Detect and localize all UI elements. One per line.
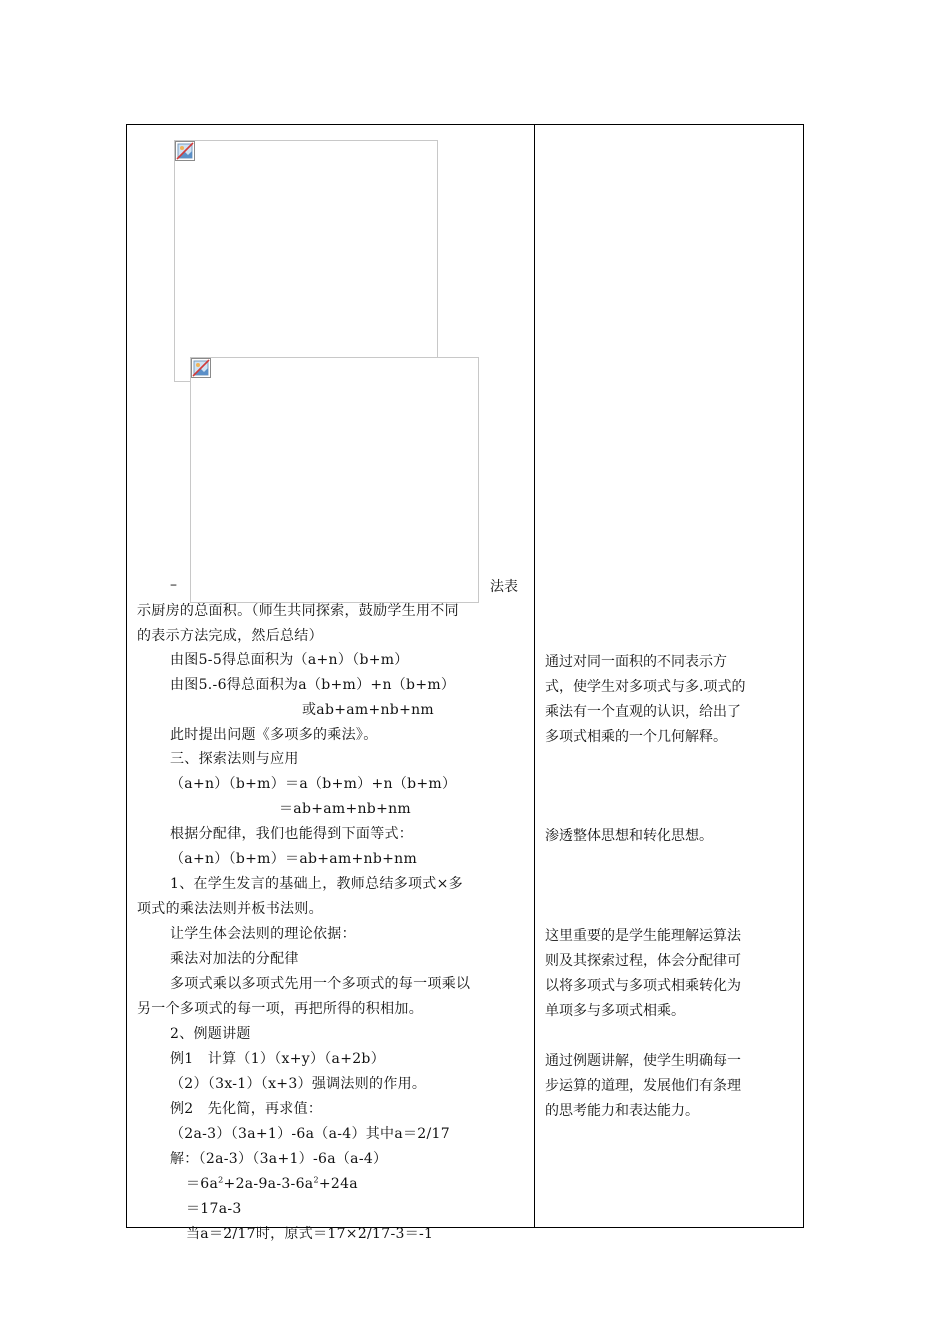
note-line: 以将多项式与多项式相乘转化为 bbox=[545, 978, 741, 994]
area-intro-line: 示厨房的总面积。（师生共同探索，鼓励学生用不同 bbox=[137, 603, 459, 619]
equation-line-1: （a+n）（b+m）＝a（b+m）+n（b+m） bbox=[170, 776, 457, 792]
note-line: 的思考能力和表达能力。 bbox=[545, 1103, 699, 1119]
equation-line-2: ＝ab+am+nb+nm bbox=[279, 801, 411, 817]
kitchen-figure-5-5 bbox=[174, 140, 438, 382]
note-line: 通过例题讲解，使学生明确每一 bbox=[545, 1053, 741, 1069]
solution-part-1: ＝6a bbox=[186, 1176, 219, 1192]
examples-heading: 2、例题讲题 bbox=[170, 1026, 251, 1042]
equation-line-3: （a+n）（b+m）＝ab+am+nb+nm bbox=[170, 851, 418, 867]
solution-part-2: +2a-9a-3-6a bbox=[223, 1176, 314, 1192]
note-geometric-interpretation bbox=[545, 650, 797, 750]
alt-expansion-line: 或ab+am+nb+nm bbox=[302, 702, 434, 718]
text-fragment-right: 法表 bbox=[490, 579, 518, 595]
solution-line-3: ＝17a-3 bbox=[186, 1201, 242, 1217]
law-line: 乘法对加法的分配律 bbox=[170, 951, 299, 967]
solution-line-1: 解：（2a-3）（3a+1）-6a（a-4） bbox=[170, 1151, 388, 1167]
fig55-line: 由图5-5得总面积为（a+n）（b+m） bbox=[170, 652, 409, 668]
note-line: 单项多与多项式相乘。 bbox=[545, 1003, 685, 1019]
solution-part-3: +24a bbox=[318, 1176, 358, 1192]
definition-line-b: 另一个多项式的每一项，再把所得的积相加。 bbox=[137, 1001, 423, 1017]
example-1-line: 例1 计算（1）（x+y）（a+2b） bbox=[170, 1051, 385, 1067]
note-line: 乘法有一个直观的认识，给出了 bbox=[545, 704, 741, 720]
raise-problem-line: 此时提出问题《多项多的乘法》。 bbox=[170, 727, 378, 743]
note-line: 通过对同一面积的不同表示方 bbox=[545, 654, 727, 670]
note-line: 这里重要的是学生能理解运算法 bbox=[545, 928, 741, 944]
distributive-line: 根据分配律，我们也能得到下面等式： bbox=[170, 826, 414, 842]
superscript: 2 bbox=[313, 1175, 319, 1185]
text-fragment-dash: – bbox=[170, 577, 177, 593]
example-1b-line: （2）（3x-1）（x+3）强调法则的作用。 bbox=[170, 1076, 427, 1092]
definition-line-a: 多项式乘以多项式先用一个多项式的每一项乘以 bbox=[170, 976, 471, 992]
superscript: 2 bbox=[218, 1175, 224, 1185]
note-line: 多项式相乘的一个几何解释。 bbox=[545, 729, 727, 745]
methods-line: 的表示方法完成，然后总结） bbox=[137, 628, 323, 644]
evaluation-line: 当a＝2/17时，原式＝17×2/17-3＝-1 bbox=[186, 1226, 434, 1242]
solution-line-2 bbox=[186, 1174, 358, 1194]
theory-line: 让学生体会法则的理论依据： bbox=[170, 926, 356, 942]
note-line: 渗透整体思想和转化思想。 bbox=[545, 828, 713, 844]
section-3-heading: 三、探索法则与应用 bbox=[170, 751, 299, 767]
fig56-line: 由图5.-6得总面积为a（b+m）+n（b+m） bbox=[170, 677, 456, 693]
example-2-expression: （2a-3）（3a+1）-6a（a-4）其中a＝2/17 bbox=[170, 1126, 450, 1142]
note-line: 步运算的道理，发展他们有条理 bbox=[545, 1078, 741, 1094]
note-rule-understanding bbox=[545, 924, 797, 1024]
note-line: 则及其探索过程，体会分配律可 bbox=[545, 953, 741, 969]
note-example-purpose bbox=[545, 1049, 797, 1124]
broken-image-icon bbox=[191, 358, 211, 378]
kitchen-figure-5-6 bbox=[190, 357, 479, 603]
broken-image-icon bbox=[175, 141, 195, 161]
example-2-line: 例2 先化简，再求值： bbox=[170, 1101, 323, 1117]
note-thinking bbox=[545, 824, 797, 849]
rule-line-1b: 项式的乘法法则并板书法则。 bbox=[137, 901, 323, 917]
column-divider bbox=[534, 124, 535, 1228]
note-line: 式，使学生对多项式与多.项式的 bbox=[545, 679, 746, 695]
rule-line-1a: 1、在学生发言的基础上，教师总结多项式×多 bbox=[170, 876, 463, 892]
